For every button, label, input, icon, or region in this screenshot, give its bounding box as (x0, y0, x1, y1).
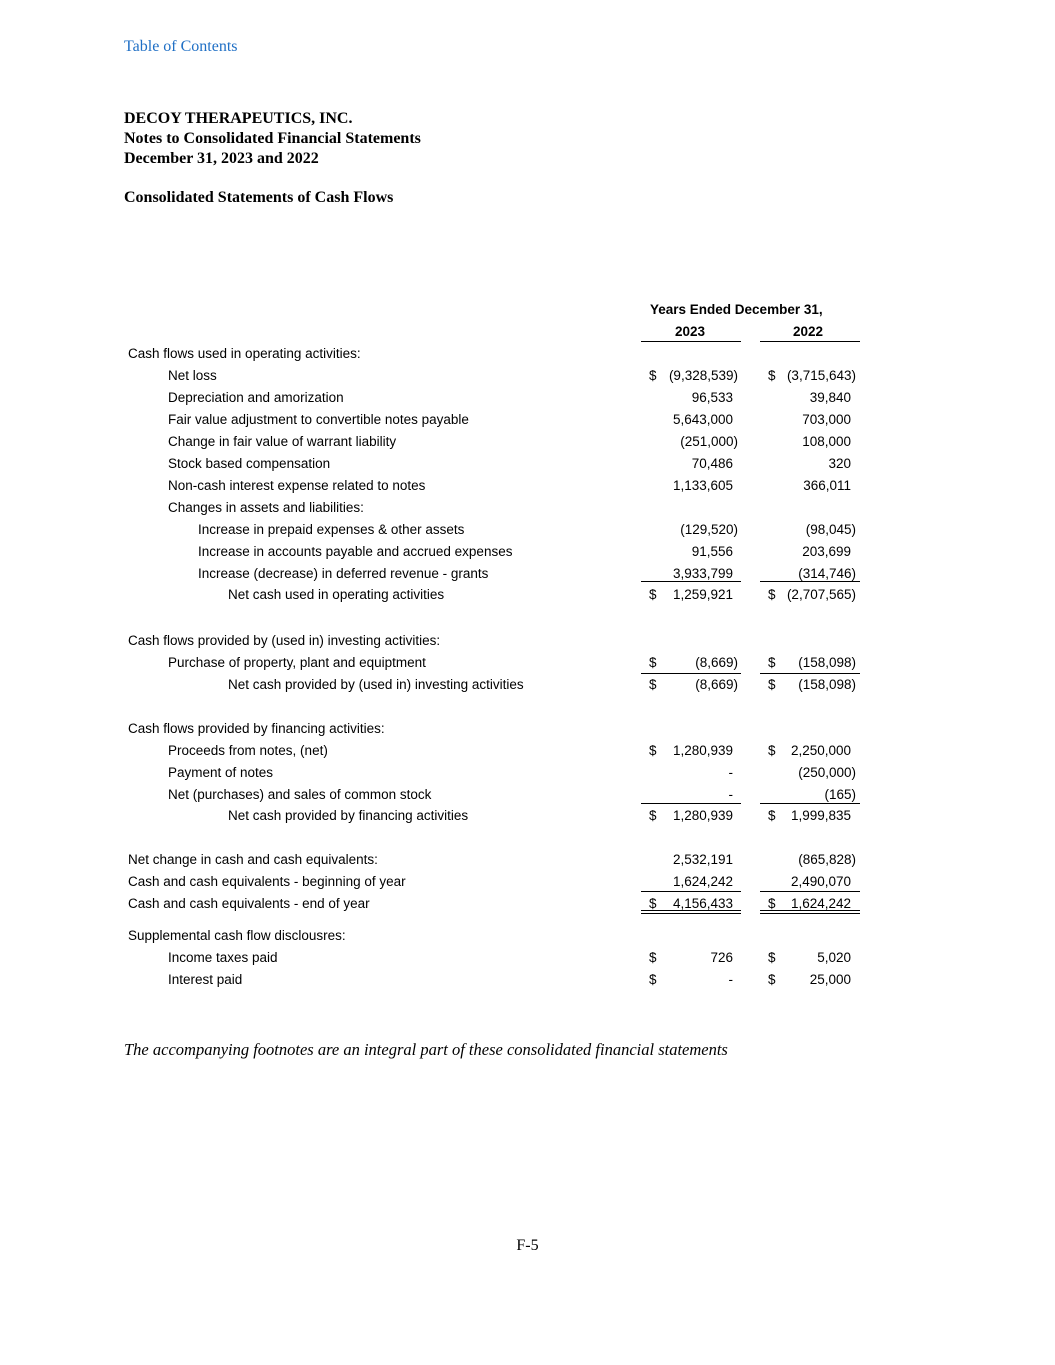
table-row (0, 675, 1055, 697)
table-row (0, 631, 1055, 653)
table-row (0, 344, 1055, 366)
row-label: Net cash provided by financing activities (228, 808, 469, 823)
rule-financing-2022 (760, 803, 860, 804)
row-label: Cash and cash equivalents - beginning of year (128, 874, 406, 889)
value-2022: (165) (824, 787, 856, 802)
table-row (0, 926, 1055, 948)
column-header-2022: 2022 (793, 324, 824, 339)
table-row (0, 948, 1055, 970)
table-row (0, 806, 1055, 828)
dollar-sign-2022: $ (768, 808, 776, 823)
value-2022: (314,746) (798, 566, 856, 581)
value-2022: 703,000 (802, 412, 851, 427)
row-label: Non-cash interest expense related to notes (168, 478, 426, 493)
value-2023: - (728, 765, 733, 780)
value-2022: 5,020 (817, 950, 851, 965)
value-2023: 2,532,191 (672, 852, 733, 867)
row-label: Income taxes paid (168, 950, 278, 965)
row-label: Net cash used in operating activities (228, 587, 445, 602)
value-2022: 39,840 (809, 390, 851, 405)
row-label: Increase (decrease) in deferred revenue - grants (198, 566, 489, 581)
dollar-sign-2023: $ (649, 896, 657, 911)
table-row (0, 872, 1055, 894)
company-name: DECOY THERAPEUTICS, INC. (124, 110, 353, 127)
table-row (0, 564, 1055, 586)
double-rule-end-2022-a (760, 910, 860, 911)
value-2023: 1,624,242 (672, 874, 733, 889)
rule-beginning-2022 (760, 891, 860, 892)
value-2023: 3,933,799 (672, 566, 733, 581)
table-row (0, 520, 1055, 542)
value-2023: 1,280,939 (672, 808, 733, 823)
table-row (0, 498, 1055, 520)
dollar-sign-2022: $ (768, 368, 776, 383)
table-row (0, 719, 1055, 741)
row-label: Supplemental cash flow disclousres: (128, 928, 346, 943)
row-label: Stock based compensation (168, 456, 331, 471)
table-row (0, 476, 1055, 498)
value-2023: (8,669) (695, 677, 738, 692)
value-2022: 320 (828, 456, 851, 471)
statement-period: December 31, 2023 and 2022 (124, 150, 319, 167)
header-underline-2022 (760, 341, 860, 342)
value-2022: (865,828) (798, 852, 856, 867)
dollar-sign-2022: $ (768, 587, 776, 602)
table-row (0, 410, 1055, 432)
value-2022: 366,011 (803, 478, 851, 493)
value-2023: 1,280,939 (672, 743, 733, 758)
column-group-header: Years Ended December 31, (650, 302, 823, 317)
rule-financing-2023 (641, 803, 741, 804)
row-label: Changes in assets and liabilities: (168, 500, 364, 515)
row-label: Interest paid (168, 972, 243, 987)
dollar-sign-2023: $ (649, 743, 657, 758)
table-row (0, 542, 1055, 564)
table-row (0, 454, 1055, 476)
value-2023: (129,520) (680, 522, 738, 537)
table-row (0, 785, 1055, 807)
row-label: Cash flows provided by financing activities: (128, 721, 385, 736)
dollar-sign-2022: $ (768, 950, 776, 965)
value-2022: 1,624,242 (790, 896, 851, 911)
table-row (0, 432, 1055, 454)
value-2023: 70,486 (691, 456, 733, 471)
statement-title: Consolidated Statements of Cash Flows (124, 189, 394, 206)
rule-investing-2022 (760, 673, 860, 674)
value-2022: 1,999,835 (790, 808, 851, 823)
table-row (0, 388, 1055, 410)
value-2022: (250,000) (798, 765, 856, 780)
row-label: Change in fair value of warrant liability (168, 434, 397, 449)
table-row (0, 763, 1055, 785)
value-2022: 2,250,000 (790, 743, 851, 758)
footnote-text: The accompanying footnotes are an integral part of these consolidated financial statements (124, 1040, 728, 1059)
table-row (0, 366, 1055, 388)
dollar-sign-2022: $ (768, 677, 776, 692)
dollar-sign-2023: $ (649, 368, 657, 383)
header-underline-2023 (641, 341, 741, 342)
double-rule-end-2023-b (641, 913, 741, 914)
dollar-sign-2023: $ (649, 655, 657, 670)
row-label: Increase in prepaid expenses & other assets (198, 522, 465, 537)
value-2022: 2,490,070 (790, 874, 851, 889)
rule-investing-2023 (641, 673, 741, 674)
value-2022: 203,699 (802, 544, 851, 559)
value-2023: 1,259,921 (672, 587, 733, 602)
dollar-sign-2022: $ (768, 655, 776, 670)
value-2023: 726 (710, 950, 733, 965)
dollar-sign-2023: $ (649, 972, 657, 987)
table-row (0, 585, 1055, 607)
value-2023: 96,533 (691, 390, 733, 405)
double-rule-end-2023-a (641, 910, 741, 911)
column-header-2023: 2023 (675, 324, 706, 339)
value-2022: 25,000 (809, 972, 851, 987)
statement-subtitle: Notes to Consolidated Financial Statements (124, 130, 421, 147)
value-2022: 108,000 (802, 434, 851, 449)
dollar-sign-2023: $ (649, 677, 657, 692)
rule-operating-2023 (641, 581, 741, 582)
value-2023: (9,328,539) (668, 368, 738, 383)
value-2022: (158,098) (798, 677, 856, 692)
row-label: Cash flows provided by (used in) investing activities: (128, 633, 441, 648)
value-2022: (3,715,643) (786, 368, 856, 383)
row-label: Proceeds from notes, (net) (168, 743, 328, 758)
row-label: Cash and cash equivalents - end of year (128, 896, 370, 911)
rule-beginning-2023 (641, 891, 741, 892)
value-2023: - (728, 787, 733, 802)
row-label: Cash flows used in operating activities: (128, 346, 361, 361)
dollar-sign-2023: $ (649, 587, 657, 602)
rule-operating-2022 (760, 581, 860, 582)
value-2023: 91,556 (691, 544, 733, 559)
row-label: Purchase of property, plant and equiptment (168, 655, 426, 670)
value-2022: (2,707,565) (786, 587, 856, 602)
table-row (0, 653, 1055, 675)
row-label: Net (purchases) and sales of common stock (168, 787, 432, 802)
page-number: F-5 (516, 1237, 539, 1254)
value-2023: - (728, 972, 733, 987)
row-label: Net change in cash and cash equivalents: (128, 852, 378, 867)
double-rule-end-2022-b (760, 913, 860, 914)
value-2023: 1,133,605 (672, 478, 733, 493)
table-of-contents-link[interactable]: Table of Contents (124, 38, 238, 55)
row-label: Depreciation and amorization (168, 390, 344, 405)
value-2023: 4,156,433 (672, 896, 733, 911)
value-2023: (8,669) (695, 655, 738, 670)
table-row (0, 970, 1055, 992)
row-label: Increase in accounts payable and accrued expenses (198, 544, 513, 559)
row-label: Net loss (168, 368, 217, 383)
dollar-sign-2023: $ (649, 950, 657, 965)
value-2023: 5,643,000 (672, 412, 733, 427)
dollar-sign-2022: $ (768, 743, 776, 758)
value-2023: (251,000) (680, 434, 738, 449)
row-label: Net cash provided by (used in) investing activities (228, 677, 524, 692)
value-2022: (98,045) (805, 522, 856, 537)
value-2022: (158,098) (798, 655, 856, 670)
table-row (0, 850, 1055, 872)
dollar-sign-2023: $ (649, 808, 657, 823)
dollar-sign-2022: $ (768, 896, 776, 911)
row-label: Fair value adjustment to convertible notes payable (168, 412, 469, 427)
table-row (0, 741, 1055, 763)
row-label: Payment of notes (168, 765, 274, 780)
table-row (0, 894, 1055, 916)
dollar-sign-2022: $ (768, 972, 776, 987)
